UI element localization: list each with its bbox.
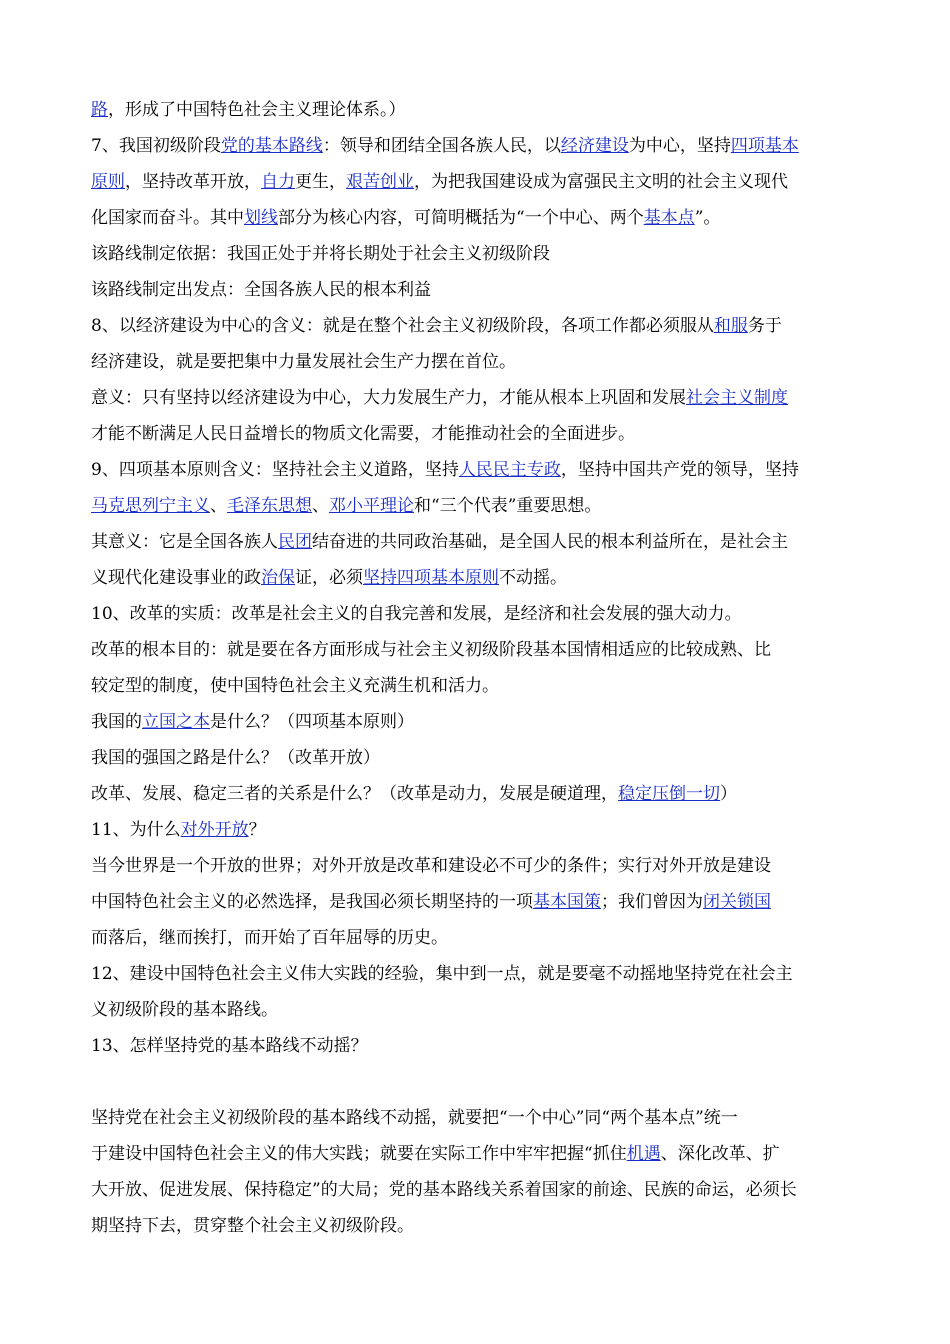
text-line (91, 200, 861, 236)
text-run: 中国特色社会主义的必然选择，是我国必须长期坚持的一项 (91, 892, 533, 912)
text-run: 该路线制定依据：我国正处于并将长期处于社会主义初级阶段 (91, 244, 550, 264)
text-line (91, 452, 861, 488)
text-run: ；我们曾因为 (601, 892, 703, 912)
hyperlink[interactable]: 路 (91, 100, 108, 120)
hyperlink[interactable]: 对外开放 (180, 820, 249, 840)
hyperlink[interactable]: 原则 (91, 172, 125, 192)
hyperlink[interactable]: 机遇 (626, 1144, 661, 1164)
text-run: 不动摇。 (499, 568, 567, 588)
text-line (91, 272, 861, 308)
text-run: 、 (210, 496, 227, 516)
text-line (91, 164, 861, 200)
hyperlink[interactable]: 自力 (261, 172, 295, 192)
hyperlink[interactable]: 马克思列宁主义 (91, 496, 210, 516)
text-run: 而落后，继而挨打，而开始了百年屈辱的历史。 (91, 928, 448, 948)
text-run: ，形成了中国特色社会主义理论体系。） (108, 100, 406, 120)
text-run: ，坚持改革开放， (125, 172, 261, 192)
text-run: 务于 (747, 316, 782, 336)
text-run: ） (720, 784, 737, 804)
text-line (91, 632, 861, 668)
hyperlink[interactable]: 稳定压倒一切 (618, 784, 720, 804)
hyperlink[interactable]: 人民民主专政 (458, 460, 561, 480)
text-run: 10、改革的实质：改革是社会主义的自我完善和发展，是经济和社会发展的强大动力。 (91, 604, 742, 624)
text-line (91, 488, 861, 524)
text-run: ”。 (694, 208, 721, 228)
text-run: 才能不断满足人民日益增长的物质文化需要，才能推动社会的全面进步。 (91, 424, 635, 444)
text-run: 义初级阶段的基本路线。 (91, 1000, 278, 1020)
text-run: 、 (312, 496, 329, 516)
blank-line (91, 1064, 861, 1100)
text-run: 期坚持下去，贯穿整个社会主义初级阶段。 (91, 1216, 414, 1236)
hyperlink[interactable]: 社会主义制度 (686, 388, 788, 408)
text-run: 该路线制定出发点：全国各族人民的根本利益 (91, 280, 431, 300)
text-line (91, 416, 861, 452)
text-line (91, 776, 861, 812)
text-line (91, 344, 861, 380)
text-run: 我国的 (91, 712, 142, 732)
text-run: 9、四项基本原则含义：坚持社会主义道路，坚持 (91, 460, 459, 480)
hyperlink[interactable]: 基本国策 (533, 892, 601, 912)
text-run: 更生， (295, 172, 346, 192)
text-run: 坚持党在社会主义初级阶段的基本路线不动摇，就要把“一个中心”同“两个基本点”统一 (91, 1108, 738, 1128)
text-run: 12、建设中国特色社会主义伟大实践的经验，集中到一点，就是要毫不动摇地坚持党在社会主 (91, 964, 793, 984)
text-line (91, 812, 861, 848)
text-line (91, 596, 861, 632)
text-line (91, 380, 861, 416)
hyperlink[interactable]: 艰苦创业 (346, 172, 414, 192)
text-line (91, 704, 861, 740)
text-line (91, 92, 861, 128)
hyperlink[interactable]: 基本点 (643, 208, 695, 228)
text-run: ，为把我国建设成为富强民主文明的社会主义现代 (414, 172, 788, 192)
text-run: 和“三个代表”重要思想。 (414, 496, 602, 516)
text-run: ？ (248, 820, 266, 840)
text-line (91, 1208, 861, 1244)
text-run: 、深化改革、扩 (660, 1144, 780, 1164)
hyperlink[interactable]: 党的基本路线 (220, 136, 323, 156)
text-line (91, 668, 861, 704)
hyperlink[interactable]: 和服 (713, 316, 748, 336)
text-run: 改革的根本目的：就是要在各方面形成与社会主义初级阶段基本国情相适应的比较成熟、比 (91, 640, 771, 660)
text-run: 义现代化建设事业的政 (91, 568, 261, 588)
text-line (91, 1136, 861, 1172)
text-run: 改革、发展、稳定三者的关系是什么？（改革是动力，发展是硬道理， (91, 784, 618, 804)
text-line (91, 236, 861, 272)
hyperlink[interactable]: 毛泽东思想 (227, 496, 312, 516)
hyperlink[interactable]: 四项基本 (730, 136, 799, 156)
text-run: 结奋进的共同政治基础，是全国人民的根本利益所在，是社会主 (312, 532, 788, 552)
text-run: 为中心，坚持 (628, 136, 731, 156)
hyperlink[interactable]: 邓小平理论 (329, 496, 414, 516)
text-line (91, 848, 861, 884)
hyperlink[interactable]: 坚持四项基本原则 (363, 568, 499, 588)
hyperlink[interactable]: 划线 (244, 208, 278, 228)
text-line (91, 740, 861, 776)
text-line (91, 1100, 861, 1136)
text-line (91, 1028, 861, 1064)
text-line (91, 128, 861, 164)
text-run: 证，必须 (295, 568, 363, 588)
hyperlink[interactable]: 治保 (261, 568, 295, 588)
text-run: ：领导和团结全国各族人民，以 (322, 136, 561, 156)
text-line (91, 920, 861, 956)
hyperlink[interactable]: 闭关锁国 (703, 892, 771, 912)
text-run: 部分为核心内容，可简明概括为“一个中心、两个 (278, 208, 644, 228)
text-line (91, 524, 861, 560)
hyperlink[interactable]: 经济建设 (560, 136, 629, 156)
text-run: 11、为什么 (91, 820, 181, 840)
text-run: 我国的强国之路是什么？（改革开放） (91, 748, 380, 768)
text-run: 化国家而奋斗。其中 (91, 208, 244, 228)
hyperlink[interactable]: 立国之本 (142, 712, 210, 732)
text-line (91, 1172, 861, 1208)
text-run: 意义：只有坚持以经济建设为中心，大力发展生产力，才能从根本上巩固和发展 (91, 388, 686, 408)
text-line (91, 884, 861, 920)
text-run: 较定型的制度，使中国特色社会主义充满生机和活力。 (91, 676, 499, 696)
text-run: 是什么？（四项基本原则） (210, 712, 414, 732)
text-run: 13、怎样坚持党的基本路线不动摇？ (91, 1036, 368, 1056)
text-run: 7、我国初级阶段 (91, 136, 221, 156)
text-run: 8、以经济建设为中心的含义：就是在整个社会主义初级阶段，各项工作都必须服从 (91, 316, 714, 336)
text-line (91, 560, 861, 596)
text-line (91, 956, 861, 992)
text-run: 于建设中国特色社会主义的伟大实践；就要在实际工作中牢牢把握“抓住 (91, 1144, 627, 1164)
text-run: ，坚持中国共产党的领导，坚持 (560, 460, 799, 480)
text-run: 当今世界是一个开放的世界；对外开放是改革和建设必不可少的条件；实行对外开放是建设 (91, 856, 771, 876)
document-page (91, 92, 861, 1244)
text-run: 其意义：它是全国各族人 (91, 532, 278, 552)
text-run: 大开放、促进发展、保持稳定”的大局；党的基本路线关系着国家的前途、民族的命运，必须长 (91, 1180, 797, 1200)
text-line (91, 308, 861, 344)
text-line (91, 992, 861, 1028)
hyperlink[interactable]: 民团 (278, 532, 312, 552)
text-run: 经济建设，就是要把集中力量发展社会生产力摆在首位。 (91, 352, 516, 372)
